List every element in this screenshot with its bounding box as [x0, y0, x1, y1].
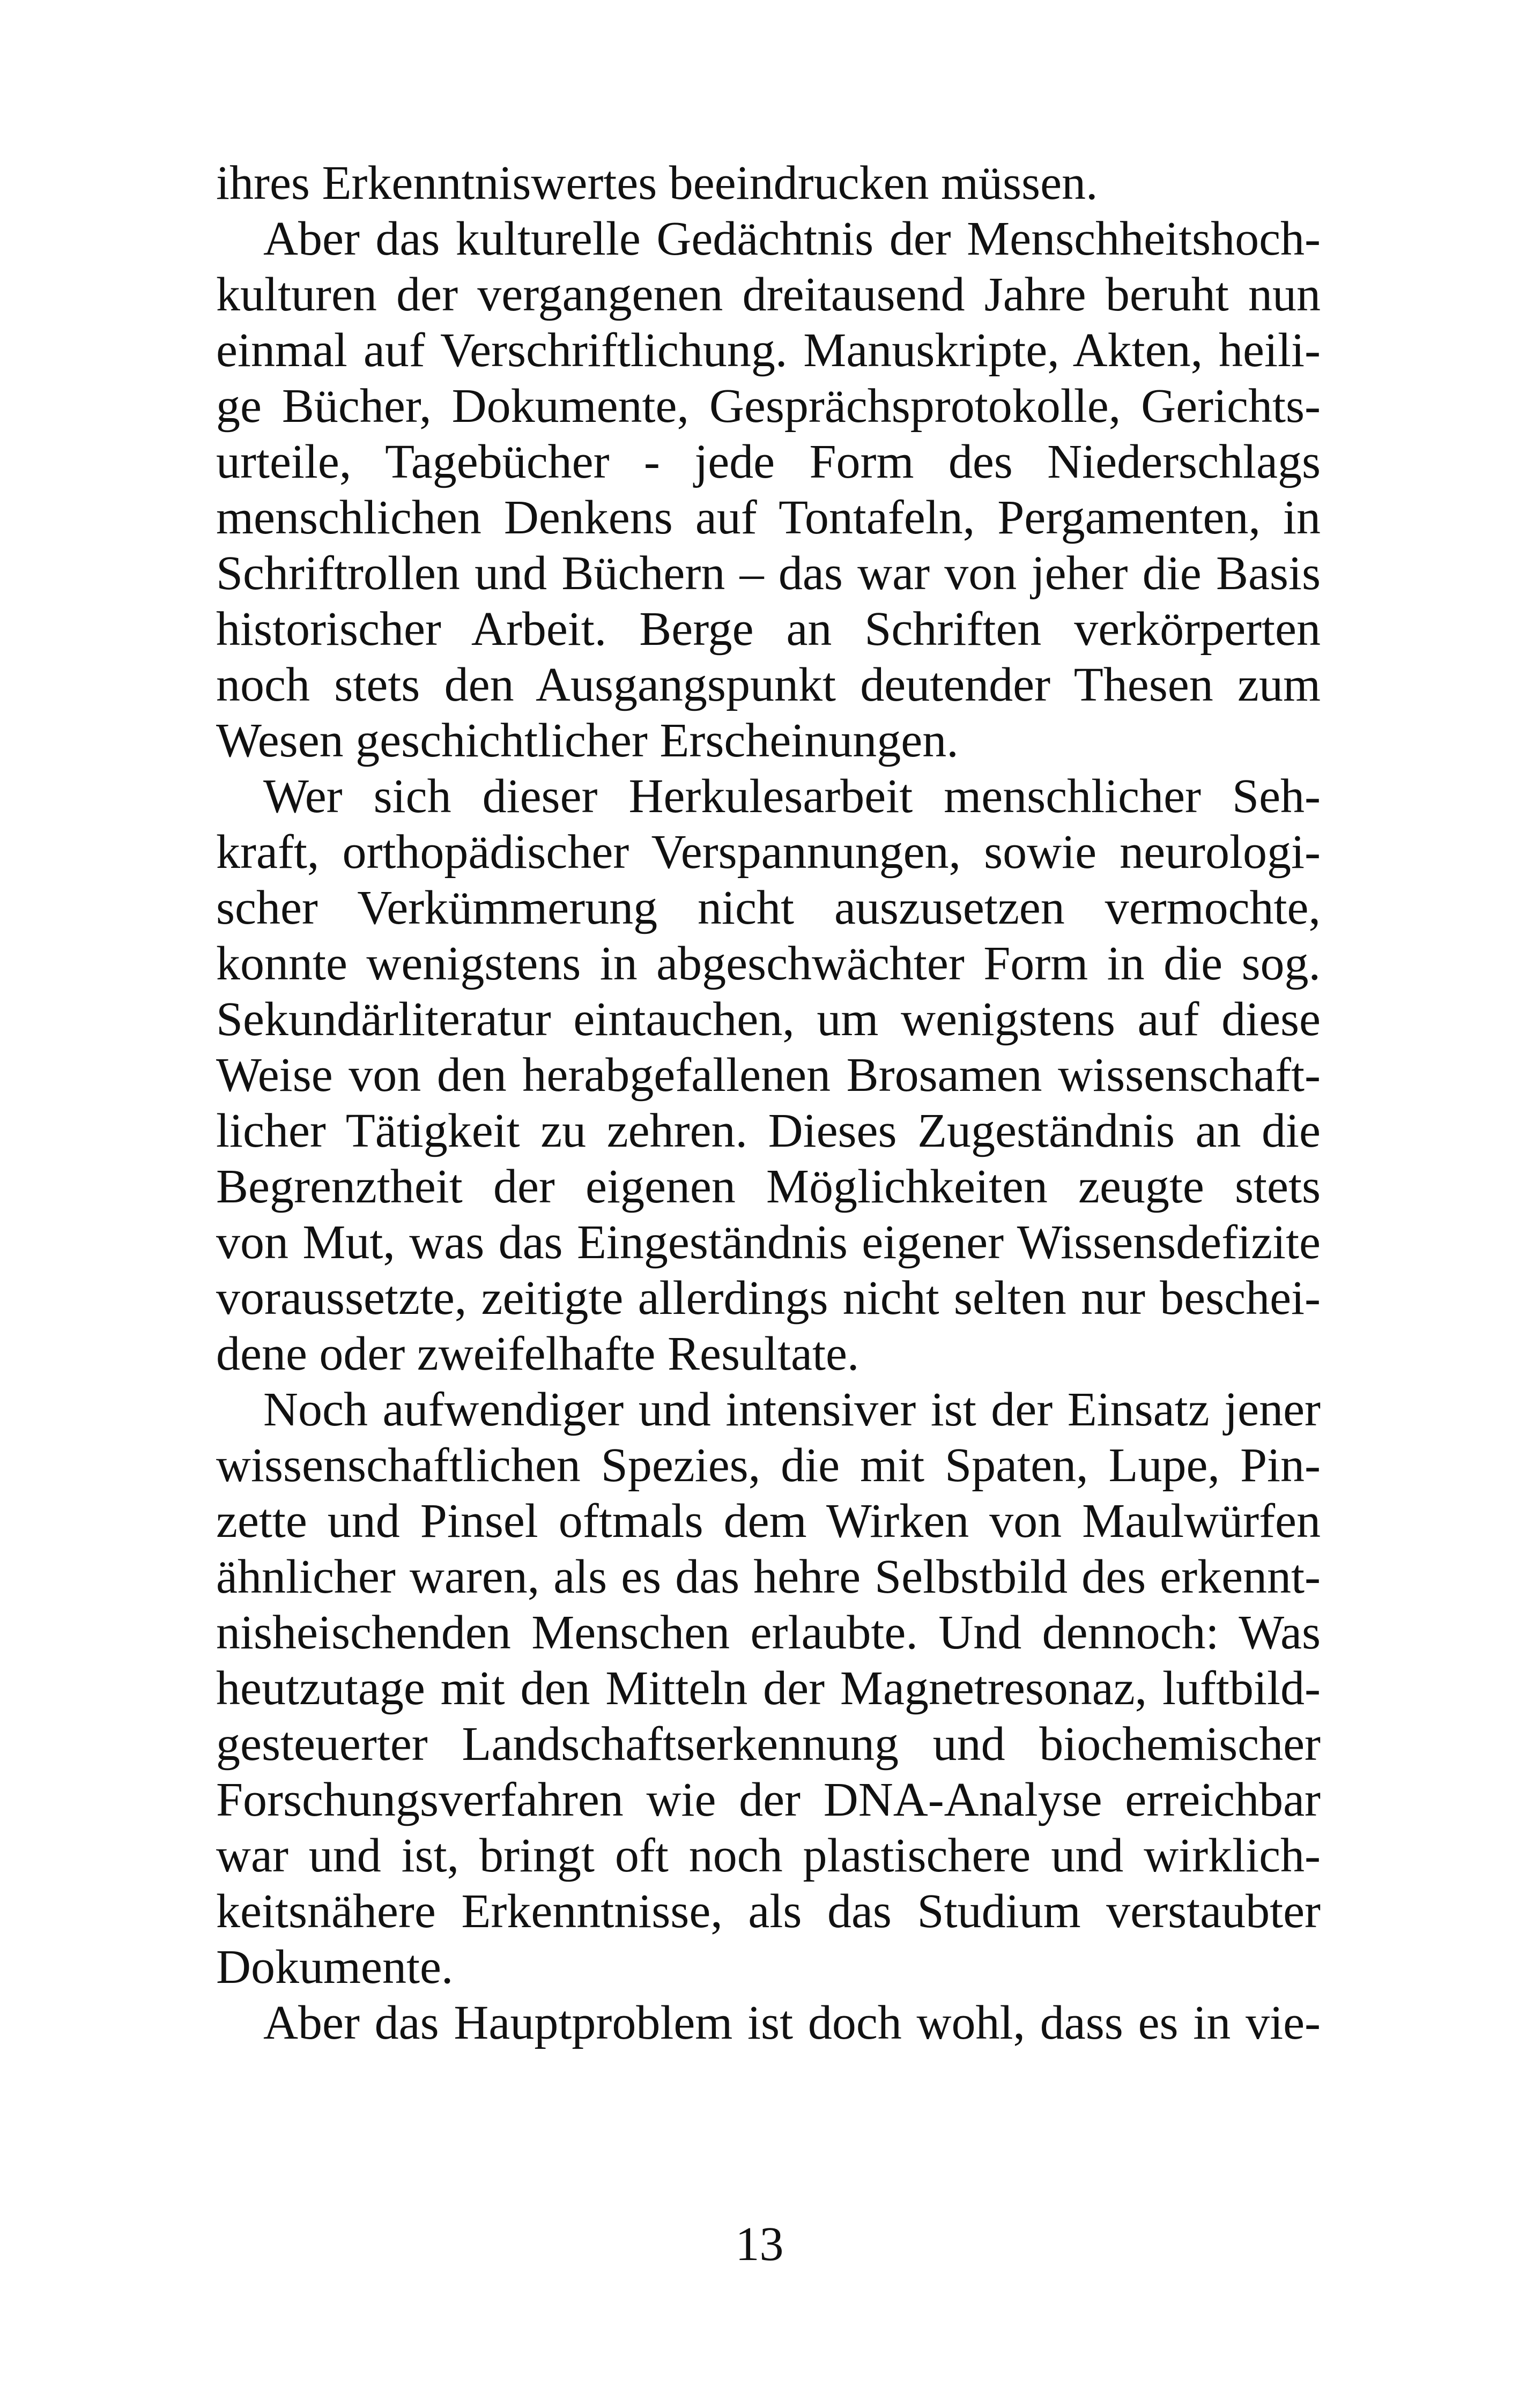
paragraph-first-line: Aber das Hauptproblem ist doch wohl, dass es in vie-	[263, 1996, 1321, 2049]
text-line: urteile, Tagebücher - jede Form des Niederschlags	[216, 435, 1321, 488]
text-line: menschlichen Denkens auf Tontafeln, Pergamenten, in	[216, 491, 1321, 544]
text-line: ähnlicher waren, als es das hehre Selbstbild des erkennt-	[216, 1550, 1321, 1603]
text-line: kulturen der vergangenen dreitausend Jahre beruht nun	[216, 268, 1321, 321]
text-line: keitsnähere Erkenntnisse, als das Studium verstaubter	[216, 1885, 1321, 1938]
text-line: zette und Pinsel oftmals dem Wirken von Maulwürfen	[216, 1495, 1321, 1548]
paragraph-first-line: Wer sich dieser Herkulesarbeit menschlicher Seh-	[263, 770, 1321, 823]
text-line: scher Verkümmerung nicht auszusetzen vermochte,	[216, 881, 1321, 934]
text-line: heutzutage mit den Mitteln der Magnetresonaz, luftbild-	[216, 1662, 1321, 1715]
text-line: noch stets den Ausgangspunkt deutender Thesen zum	[216, 658, 1321, 711]
text-line: war und ist, bringt oft noch plastischere und wirklich-	[216, 1829, 1321, 1882]
paragraph-first-line: Aber das kulturelle Gedächtnis der Menschheitshoch-	[263, 212, 1321, 265]
text-line: voraussetzte, zeitigte allerdings nicht selten nur beschei-	[216, 1272, 1321, 1325]
text-line: ge Bücher, Dokumente, Gesprächsprotokolle, Gerichts-	[216, 380, 1321, 433]
text-line: von Mut, was das Eingeständnis eigener Wissensdefizite	[216, 1216, 1321, 1269]
text-line: Sekundärliteratur eintauchen, um wenigstens auf diese	[216, 993, 1321, 1046]
paragraph-first-line: Noch aufwendiger und intensiver ist der Einsatz jener	[263, 1383, 1321, 1436]
text-line: wissenschaftlichen Spezies, die mit Spaten, Lupe, Pin-	[216, 1439, 1321, 1492]
text-line: Dokumente.	[216, 1941, 454, 1994]
text-line: Weise von den herabgefallenen Brosamen wissenschaft-	[216, 1049, 1321, 1102]
text-line: einmal auf Verschriftlichung. Manuskripte, Akten, heili-	[216, 324, 1321, 377]
text-line: Begrenztheit der eigenen Möglichkeiten zeugte stets	[216, 1160, 1321, 1213]
text-line: Schriftrollen und Büchern – das war von jeher die Basis	[216, 547, 1321, 600]
text-line: gesteuerter Landschaftserkennung und biochemischer	[216, 1718, 1321, 1771]
text-line: ihres Erkenntniswertes beeindrucken müssen.	[216, 157, 1098, 210]
text-line: dene oder zweifelhafte Resultate.	[216, 1327, 859, 1380]
text-line: kraft, orthopädischer Verspannungen, sowie neurologi-	[216, 826, 1321, 879]
text-line: konnte wenigstens in abgeschwächter Form in die sog.	[216, 937, 1321, 990]
text-line: Forschungsverfahren wie der DNA-Analyse erreichbar	[216, 1773, 1321, 1826]
text-line: Wesen geschichtlicher Erscheinungen.	[216, 714, 959, 767]
text-line: licher Tätigkeit zu zehren. Dieses Zugeständnis an die	[216, 1104, 1321, 1157]
text-line: nisheischenden Menschen erlaubte. Und dennoch: Was	[216, 1606, 1321, 1659]
text-line: historischer Arbeit. Berge an Schriften verkörperten	[216, 603, 1321, 656]
page-number: 13	[735, 2218, 784, 2271]
